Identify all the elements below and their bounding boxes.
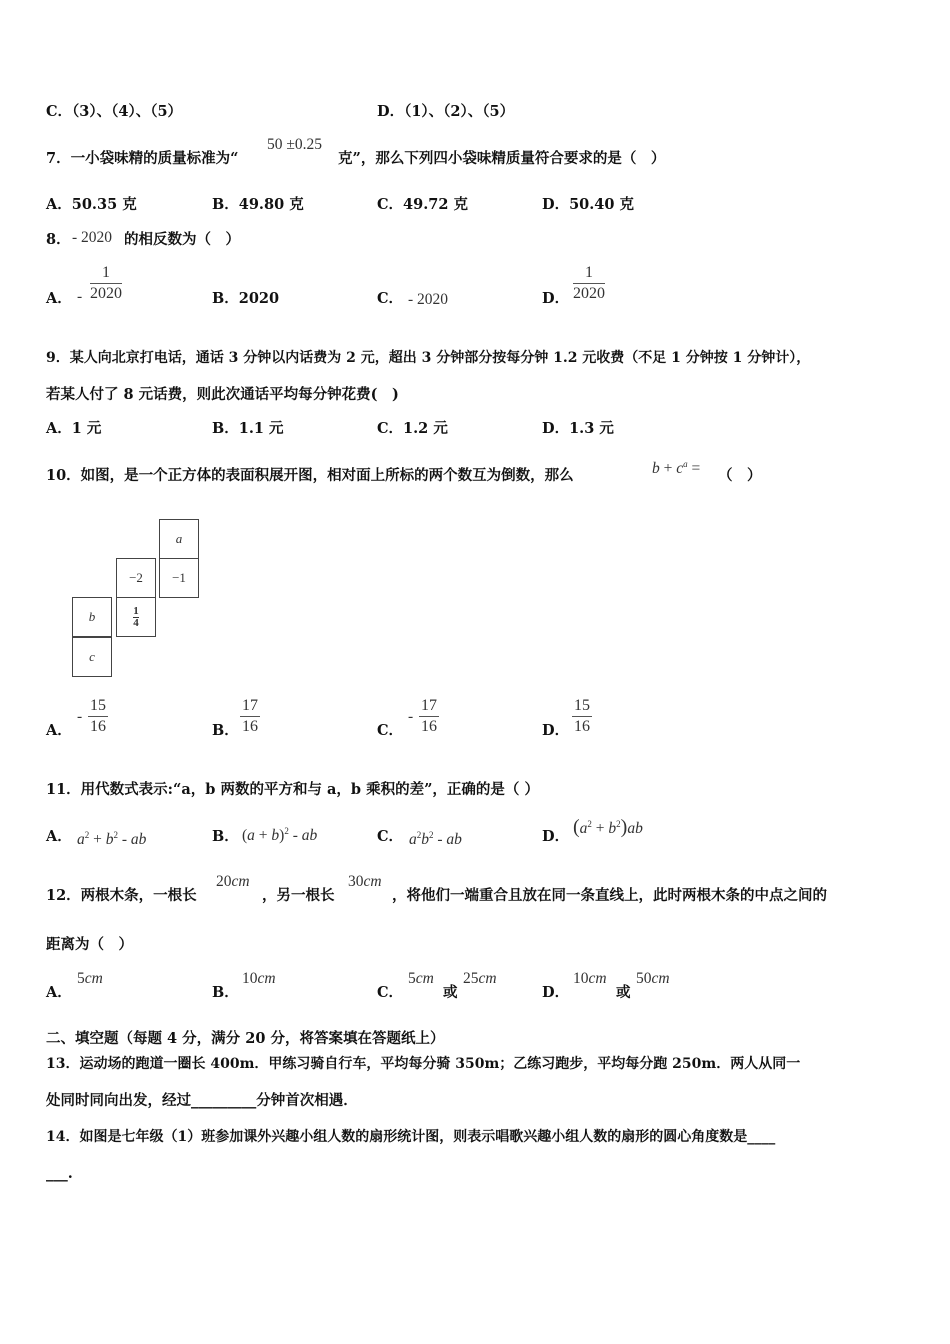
q11-option-a-expr: $a^2 + b^2$ - ab [77,830,147,849]
q11-option-d-expr: $(a^2 + b^2)ab$ [573,816,643,839]
q10-option-b-fraction [240,697,260,736]
q7-option-a: A．50.35 克 [46,196,137,213]
q12-option-c-value-1 [408,970,434,988]
q12-length-2 [348,873,382,891]
q12-option-c-or: 或 [443,984,458,1001]
q12-option-c-unit-1: cm [415,970,434,987]
q12-stem-pre: 12．两根木条，一根长 [46,887,197,904]
q7-option-b: B．49.80 克 [212,196,304,213]
q10-option-d-fraction [572,697,592,736]
net-cell-c: c [72,637,112,677]
q10-option-c-label: C． [377,722,404,739]
q12-option-c-number-1: 5 [408,970,416,987]
q12-option-b-unit: cm [257,970,276,987]
q10-option-c-denominator: 16 [421,718,437,735]
q6-option-c: C．（3）、（4）、（5） [46,103,183,120]
q12-stem-post: ，将他们一端重合且放在同一条直线上，此时两根木条的中点之间的 [392,887,827,904]
q12-option-a-value [77,970,103,988]
q7-stem-post: 克”，那么下列四小袋味精质量符合要求的是（ ） [338,150,666,167]
q12-option-d-value-2 [636,970,670,988]
q10-option-d-numerator: 15 [572,697,592,717]
q10-option-b-numerator: 17 [240,697,260,717]
q8-expression: - 2020 [72,229,113,246]
q12-option-d-number-2: 50 [636,970,652,987]
q9-stem-line1: 9．某人向北京打电话，通话 3 分钟以内话费为 2 元，超出 3 分钟部分按每分钟 1.2 元收费（不足 1 分钟按 1 分钟计）， [46,350,811,366]
q10-option-a-label: A． [46,722,72,739]
q8-option-d-numerator: 1 [573,264,605,284]
net-cell-quarter [116,597,156,637]
q10-expression [652,455,700,478]
q8-option-d-denominator: 2020 [573,285,605,302]
q10-option-d-denominator: 16 [574,718,590,735]
q7-option-c: C．49.72 克 [377,196,468,213]
q8-option-a-denominator: 2020 [90,285,122,302]
q10-option-a-denominator: 16 [90,718,106,735]
net-cell-minus1: −1 [159,558,199,598]
q10-expr-b: b [652,460,660,478]
q12-option-d-unit-2: cm [651,970,670,987]
q12-option-a-unit: cm [84,970,103,987]
net-cell-minus2: −2 [116,558,156,598]
q10-option-c-numerator: 17 [419,697,439,717]
q12-option-c-unit-2: cm [478,970,497,987]
q12-option-a-number: 5 [77,970,85,987]
q8-option-a-sign: - [77,288,83,305]
q12-stem-line2: 距离为（ ） [46,936,133,953]
q12-length-2-value: 30 [348,873,364,890]
q7-stem-pre: 7．一小袋味精的质量标准为“ [46,150,239,167]
q9-option-d: D．1.3 元 [542,420,614,437]
q12-option-d-label: D． [542,984,570,1001]
q8-option-a-label: A． [46,290,72,307]
q9-option-c: C．1.2 元 [377,420,448,437]
q12-option-b-label: B． [212,984,239,1001]
q10-option-b-label: B． [212,722,239,739]
q8-option-d-fraction [573,264,605,303]
q10-stem-tail: （ ） [718,467,762,484]
q12-option-d-unit-1: cm [588,970,607,987]
q12-option-c-number-2: 25 [463,970,479,987]
q8-stem: 的相反数为（ ） [124,231,240,248]
q7-option-d: D．50.40 克 [542,196,635,213]
q11-option-b-label: B． [212,828,239,845]
q12-length-2-unit: cm [363,873,382,890]
q12-option-d-or: 或 [616,984,631,1001]
q13-stem-line2: 处同时同向出发，经过_________分钟首次相遇． [46,1092,358,1109]
q6-option-d: D．（1）、（2）、（5） [377,103,515,120]
q13-stem-line1: 13．运动场的跑道一圈长 400m．甲练习骑自行车，平均每分骑 350m；乙练习跑步，平均每分跑 250m．两人从同一 [46,1056,801,1072]
net-cell-a: a [159,519,199,559]
q12-option-c-value-2 [463,970,497,988]
q12-option-d-number-1: 10 [573,970,589,987]
q11-option-b-expr: $(a + b)^2$ - ab [242,826,318,845]
q8-option-a-numerator: 1 [90,264,122,284]
q11-option-c-label: C． [377,828,404,845]
q10-option-b-denominator: 16 [242,718,258,735]
q10-option-a-fraction [88,697,108,736]
q11-option-c-expr: $a^2b^2$ - ab [409,830,462,849]
q12-option-a-label: A． [46,984,72,1001]
q10-expr-plus: + [659,460,677,478]
q11-stem: 11．用代数式表示:“a，b 两数的平方和与 a，b 乘积的差”，正确的是（ ） [46,781,539,798]
q10-option-d-label: D． [542,722,570,739]
q9-option-a: A．1 元 [46,420,102,437]
net-cell-b: b [72,597,112,637]
q10-expr-equals: = [687,460,701,478]
q8-option-c-value: - 2020 [408,291,449,308]
q7-expression: 50 ±0.25 [267,136,323,153]
net-quarter-numerator: 1 [133,604,139,617]
q11-option-a-label: A． [46,828,72,845]
q8-option-d-label: D． [542,290,570,307]
q10-expr-exponent: a [683,459,688,469]
q9-option-b: B．1.1 元 [212,420,284,437]
q10-option-a-numerator: 15 [88,697,108,717]
q14-stem-line1: 14．如图是七年级（1）班参加课外兴趣小组人数的扇形统计图，则表示唱歌兴趣小组人数的扇形的圆心角度数是____ [46,1129,776,1145]
q8-option-a-fraction [90,264,122,303]
q12-option-c-label: C． [377,984,404,1001]
q10-expr-c: c [676,460,684,478]
q10-stem: 10．如图，是一个正方体的表面积展开图，相对面上所标的两个数互为倒数，那么 [46,467,574,484]
section-2-heading: 二、填空题（每题 4 分，满分 20 分，将答案填在答题纸上） [46,1030,445,1047]
q12-option-b-value [242,970,276,988]
net-quarter-fraction [133,606,139,629]
q8-option-b: B．2020 [212,290,280,307]
q12-length-1-value: 20 [216,873,232,890]
q10-option-c-fraction [419,697,439,736]
q8-option-c-label: C． [377,290,404,307]
q8-number: 8． [46,231,71,248]
q12-option-b-number: 10 [242,970,258,987]
q11-option-d-label: D． [542,828,570,845]
q10-option-c-sign: - [408,708,414,725]
net-quarter-denominator: 4 [133,616,139,629]
q12-option-d-value-1 [573,970,607,988]
q12-stem-mid: ，另一根长 [262,887,335,904]
q10-option-a-sign: - [77,708,83,725]
q12-length-1-unit: cm [231,873,250,890]
q12-length-1 [216,873,250,891]
q14-stem-line2: ___. [46,1165,73,1182]
q9-stem-line2: 若某人付了 8 元话费，则此次通话平均每分钟花费( ) [46,386,399,403]
